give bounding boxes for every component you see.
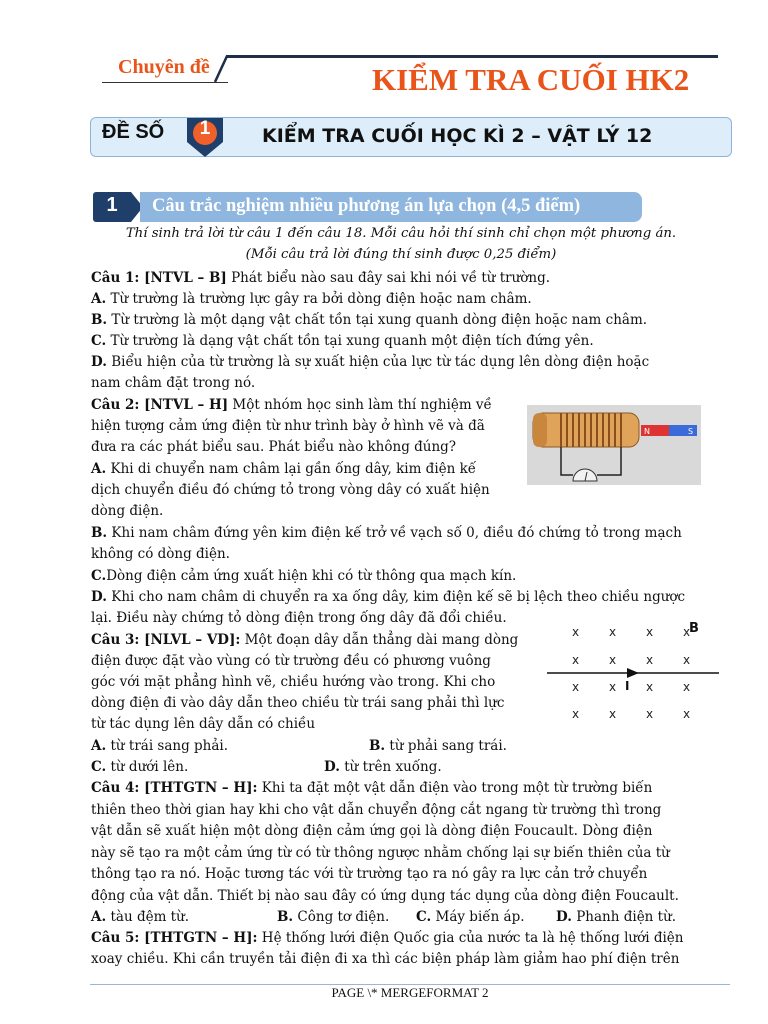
question-1-label: Câu 1: [NTVL – B] [91,270,227,286]
question-3-stem-2: điện được đặt vào vùng có từ trường đều có phương vuông [91,653,491,669]
question-3-stem: Câu 3: [NLVL – VD]: Một đoạn dây dẫn thẳng dài mang dòng [91,632,519,648]
svg-text:x: x [646,707,654,721]
svg-text:x: x [572,625,580,639]
svg-text:x: x [572,653,580,667]
question-4-option-a: A. tàu đệm từ. [91,909,190,925]
magnetic-field-figure [547,618,721,728]
current-i-label: I [625,679,630,693]
question-1-option-a: A. Từ trường là trường lực gây ra bởi dòng điện hoặc nam châm. [91,291,532,307]
question-2-option-a: A. Khi di chuyển nam châm lại gần ống dây, kim điện kế [91,461,477,477]
svg-text:x: x [683,707,691,721]
svg-text:x: x [683,653,691,667]
question-2-option-d-cont: lại. Điều này chứng tỏ dòng điện trong ống dây đã đổi chiều. [91,610,507,626]
question-4-option-c: C. Máy biến áp. [416,909,525,925]
svg-text:x: x [609,625,617,639]
question-2-option-b-cont: không có dòng điện. [91,546,230,562]
question-4-stem-3: vật dẫn sẽ xuất hiện một dòng điện cảm ứng gọi là dòng điện Foucault. Dòng điện [91,823,653,839]
question-2-option-a-cont: dịch chuyển điều đó chứng tỏ trong vòng dây có xuất hiện [91,482,490,498]
question-2-stem-3: đưa ra các phát biểu sau. Phát biểu nào không đúng? [91,439,457,455]
question-3-option-b: B. từ phải sang trái. [369,738,507,754]
question-4-label: Câu 4: [THTGTN – H]: [91,780,258,796]
question-3-option-d: D. từ trên xuống. [324,759,442,775]
topic-label: Chuyên đề [118,56,210,78]
svg-text:x: x [646,680,654,694]
field-b-label: B [689,621,699,636]
question-5-stem-2: xoay chiều. Khi cần truyền tải điện đi xa thì các biện pháp làm giảm hao phí điện trên [91,951,680,967]
page-footer: PAGE \* MERGEFORMAT 2 [331,985,489,1000]
header-slant-line [214,55,228,83]
question-4-stem-5: thông tạo ra nó. Hoặc tương tác với từ trường tạo ra nó gây ra lực cản trở chuyển [91,866,648,882]
svg-text:x: x [609,653,617,667]
question-3-stem-4: dòng điện đi vào dây dẫn theo chiều từ trái sang phải thì lực [91,695,505,711]
section-title: Câu trắc nghiệm nhiều phương án lựa chọn (4,5 điểm) [152,196,581,216]
svg-text:x: x [572,680,580,694]
question-2-stem: Câu 2: [NTVL – H] Một nhóm học sinh làm thí nghiệm về [91,397,492,413]
question-2-stem-2: hiện tượng cảm ứng điện từ như trình bày ở hình vẽ và đã [91,418,485,434]
instructions-line-2: (Mỗi câu trả lời đúng thí sinh được 0,25 điểm) [245,247,557,262]
question-4-stem-6: động của vật dẫn. Thiết bị nào sau đây có ứng dụng tác dụng của dòng điện Foucault. [91,888,679,904]
magnet-south-label: S [688,427,694,436]
question-2-option-d: D. Khi cho nam châm di chuyển ra xa ống dây, kim điện kế sẽ bị lệch theo chiều ngược [91,589,686,605]
svg-text:x: x [683,680,691,694]
question-2-option-b: B. Khi nam châm đứng yên kim điện kế trở về vạch số 0, điều đó chứng tỏ trong mạch [91,525,682,541]
exam-number: 1 [199,118,211,139]
question-1-option-d-cont: nam châm đặt trong nó. [91,375,256,391]
question-4-option-d: D. Phanh điện từ. [556,909,677,925]
svg-text:x: x [646,653,654,667]
exam-label: ĐỀ SỐ [102,121,165,143]
svg-text:x: x [572,707,580,721]
header-divider [102,82,228,83]
question-3-stem-3: góc với mặt phẳng hình vẽ, chiều hướng vào trong. Khi cho [91,674,496,690]
exam-title: KIỂM TRA CUỐI HỌC KÌ 2 – VẬT LÝ 12 [262,125,653,147]
question-3-option-c: C. từ dưới lên. [91,759,189,775]
header-rule [226,55,718,58]
question-3-label: Câu 3: [NLVL – VD]: [91,632,241,648]
svg-text:x: x [646,625,654,639]
induction-experiment-figure [527,405,701,485]
question-4-stem-4: này sẽ tạo ra một cảm ứng từ có từ thông ngược nhằm chống lại sự biến thiên của từ [91,845,670,861]
svg-text:x: x [609,680,617,694]
question-5-label: Câu 5: [THTGTN – H]: [91,930,258,946]
question-1-stem: Câu 1: [NTVL – B] Phát biểu nào sau đây sai khi nói về từ trường. [91,270,551,286]
magnet-north-label: N [644,427,650,436]
question-3-stem-5: từ tác dụng lên dây dẫn có chiều [91,716,316,732]
section-number: 1 [106,194,118,216]
question-4-option-b: B. Công tơ điện. [277,909,390,925]
question-1-option-d: D. Biểu hiện của từ trường là sự xuất hiện của lực từ tác dụng lên dòng điện hoặc [91,354,650,370]
question-4-stem: Câu 4: [THTGTN – H]: Khi ta đặt một vật dẫn điện vào trong một từ trường biến [91,780,653,796]
question-2-option-a-cont-2: dòng điện. [91,503,164,519]
question-5-stem: Câu 5: [THTGTN – H]: Hệ thống lưới điện Quốc gia của nước ta là hệ thống lưới điện [91,930,684,946]
svg-text:x: x [683,625,691,639]
question-2-option-c: C.Dòng điện cảm ứng xuất hiện khi có từ thông qua mạch kín. [91,568,517,584]
question-3-option-a: A. từ trái sang phải. [91,738,229,754]
svg-text:x: x [609,707,617,721]
question-2-label: Câu 2: [NTVL – H] [91,397,229,413]
instructions-line-1: Thí sinh trả lời từ câu 1 đến câu 18. Mỗi câu hỏi thí sinh chỉ chọn một phương án. [125,226,677,241]
question-1-option-b: B. Từ trường là một dạng vật chất tồn tại xung quanh dòng điện hoặc nam châm. [91,312,648,328]
question-1-option-c: C. Từ trường là dạng vật chất tồn tại xung quanh một điện tích đứng yên. [91,333,594,349]
question-4-stem-2: thiên theo thời gian hay khi cho vật dẫn chuyển động cắt ngang từ trường thì trong [91,802,662,818]
page-title: KIỂM TRA CUỐI HK2 [372,62,690,97]
